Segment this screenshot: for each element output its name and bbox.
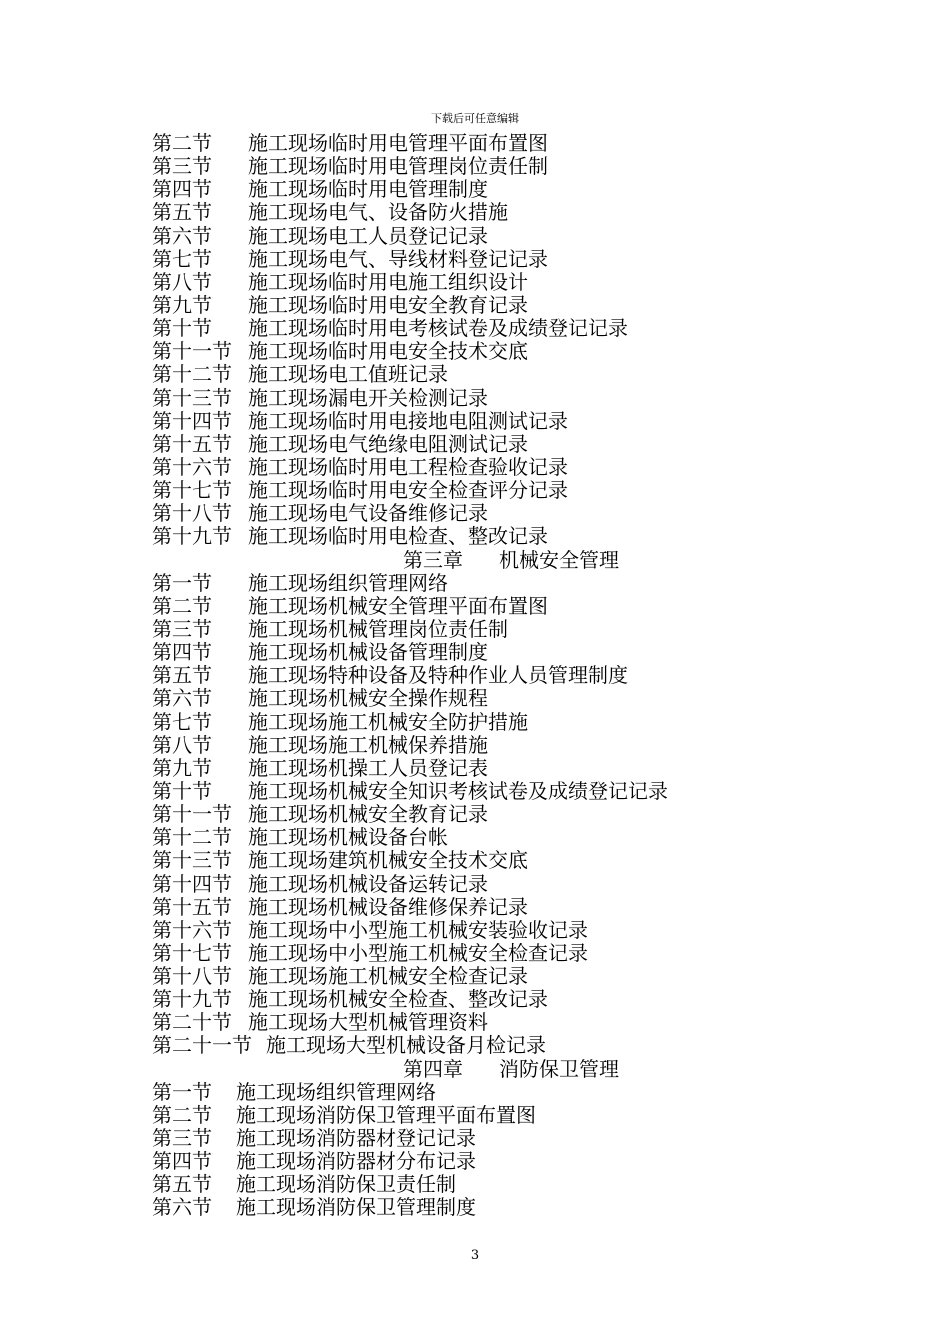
section-title: 施工现场机械管理岗位责任制 [248,616,508,641]
section-number: 第十三节 [152,848,232,873]
section-title: 施工现场临时用电检查、整改记录 [248,524,548,549]
toc-entry [152,572,852,595]
section-title: 施工现场消防保卫责任制 [236,1172,456,1197]
section-number: 第七节 [152,246,212,271]
section-title: 施工现场临时用电安全教育记录 [248,292,528,317]
toc-entry [152,271,852,294]
section-number: 第四节 [152,640,212,665]
section-number: 第十三节 [152,385,232,410]
header-note: 下载后可任意编辑 [431,112,519,125]
section-title: 施工现场临时用电安全技术交底 [248,339,528,364]
toc-entry [152,456,852,479]
section-title: 施工现场机械安全知识考核试卷及成绩登记记录 [248,778,668,803]
section-number: 第十八节 [152,501,232,526]
section-title: 施工现场建筑机械安全技术交底 [248,848,528,873]
section-title: 施工现场机械设备管理制度 [248,640,488,665]
toc-entry [152,410,852,433]
toc-entry [152,479,852,502]
toc-entry [152,664,852,687]
section-title: 施工现场机操工人员登记表 [248,755,488,780]
section-number: 第五节 [152,1172,212,1197]
section-number: 第四节 [152,177,212,202]
section-number: 第六节 [152,686,212,711]
toc-entry [152,433,852,456]
section-number: 第十九节 [152,987,232,1012]
section-title: 施工现场消防保卫管理平面布置图 [236,1102,536,1127]
chapter-title: 消防保卫管理 [499,1056,619,1081]
section-title: 施工现场临时用电管理岗位责任制 [248,154,548,179]
section-number: 第十五节 [152,894,232,919]
section-title: 施工现场消防保卫管理制度 [236,1195,476,1220]
toc-entry [152,1034,852,1057]
toc-entry [152,595,852,618]
toc-entry [152,340,852,363]
chapter-title: 机械安全管理 [499,547,619,572]
section-number: 第十二节 [152,362,232,387]
section-number: 第八节 [152,269,212,294]
section-number: 第十节 [152,778,212,803]
toc-entry [152,942,852,965]
section-title: 施工现场临时用电安全检查评分记录 [248,478,568,503]
section-number: 第二节 [152,1102,212,1127]
toc-entry [152,1127,852,1150]
section-title: 施工现场机械设备维修保养记录 [248,894,528,919]
chapter-number: 第四章 [403,1056,463,1081]
toc-entry [152,780,852,803]
toc-entry [152,155,852,178]
section-title: 施工现场大型机械设备月检记录 [266,1033,546,1058]
section-title: 施工现场特种设备及特种作业人员管理制度 [248,663,628,688]
section-title: 施工现场临时用电考核试卷及成绩登记记录 [248,316,628,341]
section-number: 第十节 [152,316,212,341]
section-title: 施工现场临时用电管理制度 [248,177,488,202]
section-number: 第三节 [152,1126,212,1151]
section-number: 第七节 [152,709,212,734]
section-number: 第六节 [152,223,212,248]
toc-entry [152,1104,852,1127]
chapter-heading [152,549,852,572]
section-number: 第十二节 [152,825,232,850]
section-number: 第九节 [152,755,212,780]
section-title: 施工现场机械安全管理平面布置图 [248,593,548,618]
section-number: 第十四节 [152,408,232,433]
section-title: 施工现场电气、设备防火措施 [248,200,508,225]
section-number: 第十一节 [152,339,232,364]
toc-entry [152,132,852,155]
section-number: 第五节 [152,663,212,688]
toc-entry [152,1173,852,1196]
toc-entry [152,803,852,826]
toc-entry [152,317,852,340]
toc-entry [152,248,852,271]
section-number: 第六节 [152,1195,212,1220]
toc-entry [152,849,852,872]
section-number: 第十八节 [152,964,232,989]
section-title: 施工现场机械设备运转记录 [248,871,488,896]
section-title: 施工现场施工机械保养措施 [248,732,488,757]
toc-entry [152,988,852,1011]
section-number: 第一节 [152,1079,212,1104]
section-number: 第二十节 [152,1010,232,1035]
toc-entry [152,734,852,757]
section-title: 施工现场消防器材登记记录 [236,1126,476,1151]
section-number: 第十七节 [152,478,232,503]
section-title: 施工现场临时用电接地电阻测试记录 [248,408,568,433]
section-number: 第十七节 [152,940,232,965]
toc-entry [152,641,852,664]
section-title: 施工现场施工机械安全检查记录 [248,964,528,989]
toc-entry [152,873,852,896]
section-number: 第四节 [152,1149,212,1174]
toc-entry [152,826,852,849]
toc-entry [152,1011,852,1034]
section-number: 第十四节 [152,871,232,896]
toc-entry [152,525,852,548]
section-title: 施工现场电气设备维修记录 [248,501,488,526]
section-number: 第二十一节 [152,1033,252,1058]
section-title: 施工现场临时用电工程检查验收记录 [248,454,568,479]
toc-entry [152,363,852,386]
section-number: 第十五节 [152,431,232,456]
toc-entry [152,896,852,919]
section-number: 第二节 [152,593,212,618]
section-number: 第五节 [152,200,212,225]
section-title: 施工现场机械安全操作规程 [248,686,488,711]
chapter-heading [152,1058,852,1081]
section-title: 施工现场电气绝缘电阻测试记录 [248,431,528,456]
section-number: 第一节 [152,570,212,595]
section-title: 施工现场机械安全检查、整改记录 [248,987,548,1012]
section-title: 施工现场电气、导线材料登记记录 [248,246,548,271]
section-number: 第十九节 [152,524,232,549]
toc-entry [152,618,852,641]
toc-entry [152,965,852,988]
section-number: 第三节 [152,154,212,179]
toc-entry [152,387,852,410]
section-title: 施工现场机械安全教育记录 [248,802,488,827]
toc-entry [152,201,852,224]
section-title: 施工现场消防器材分布记录 [236,1149,476,1174]
toc-entry [152,711,852,734]
section-title: 施工现场临时用电施工组织设计 [248,269,528,294]
section-number: 第十一节 [152,802,232,827]
section-title: 施工现场中小型施工机械安装验收记录 [248,917,588,942]
section-title: 施工现场组织管理网络 [248,570,448,595]
toc-entry [152,1196,852,1219]
toc-entry [152,1081,852,1104]
toc-entry [152,502,852,525]
section-title: 施工现场施工机械安全防护措施 [248,709,528,734]
section-number: 第三节 [152,616,212,641]
page-number: 3 [470,1248,480,1263]
toc-entry [152,757,852,780]
toc-entry [152,225,852,248]
section-title: 施工现场大型机械管理资料 [248,1010,488,1035]
section-number: 第二节 [152,131,212,155]
toc-entry [152,1150,852,1173]
table-of-contents [152,132,852,1220]
chapter-number: 第三章 [403,547,463,572]
section-title: 施工现场中小型施工机械安全检查记录 [248,940,588,965]
section-title: 施工现场组织管理网络 [236,1079,436,1104]
toc-entry [152,919,852,942]
section-number: 第十六节 [152,454,232,479]
section-number: 第八节 [152,732,212,757]
section-title: 施工现场临时用电管理平面布置图 [248,131,548,155]
section-title: 施工现场电工人员登记记录 [248,223,488,248]
toc-entry [152,687,852,710]
section-title: 施工现场机械设备台帐 [248,825,448,850]
toc-entry [152,178,852,201]
section-number: 第九节 [152,292,212,317]
section-number: 第十六节 [152,917,232,942]
section-title: 施工现场电工值班记录 [248,362,448,387]
toc-entry [152,294,852,317]
section-title: 施工现场漏电开关检测记录 [248,385,488,410]
